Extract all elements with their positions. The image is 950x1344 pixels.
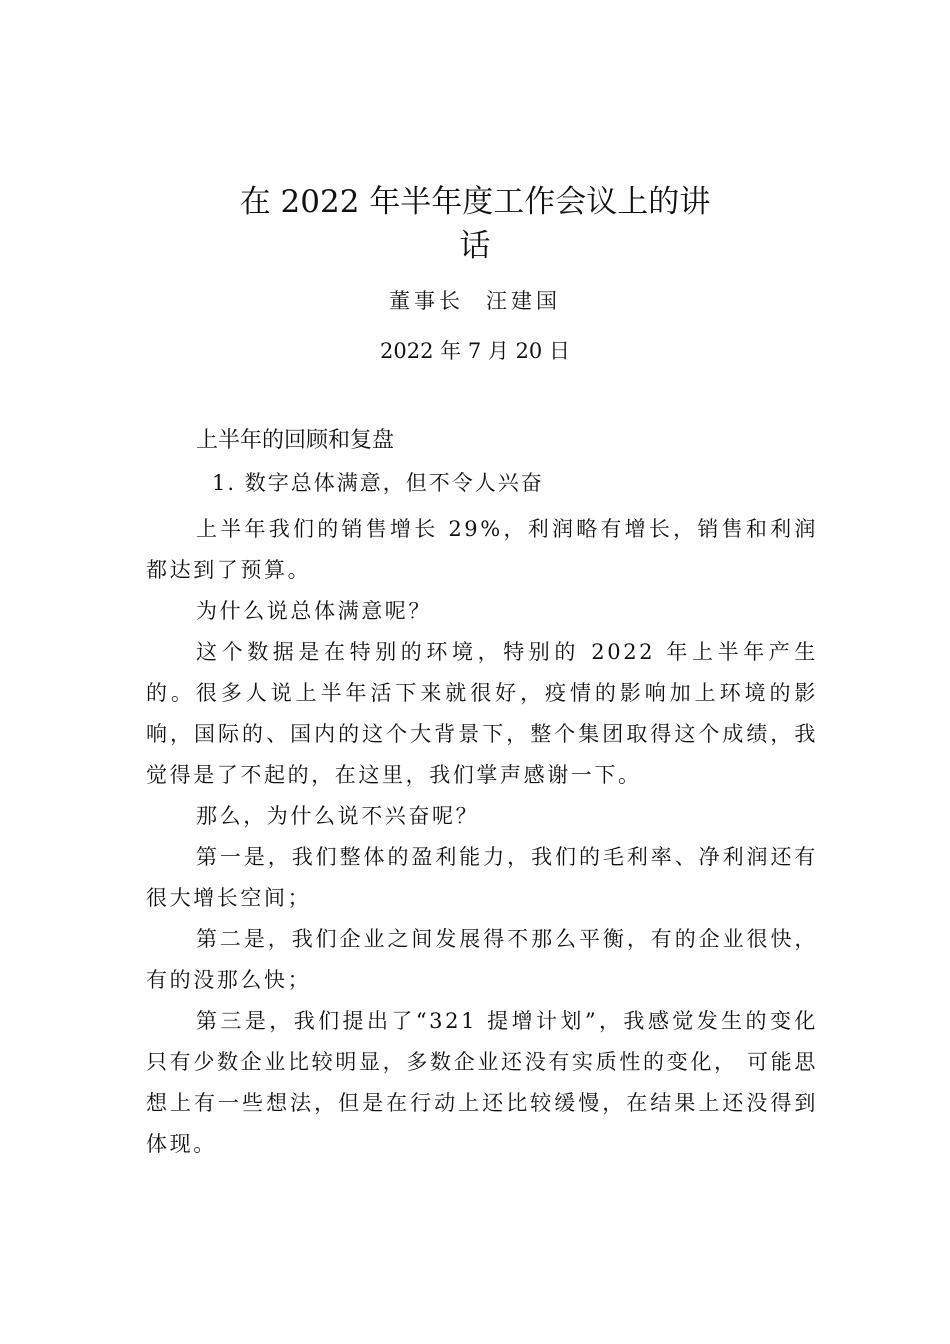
author-line [0, 286, 950, 316]
subheading: 1. 数字总体满意，但不令人兴奋 [212, 471, 544, 495]
paragraph: 那么，为什么说不兴奋呢？ [196, 804, 480, 828]
section-heading: 上半年的回顾和复盘 [196, 428, 395, 453]
author-name: 汪建国 [486, 289, 561, 313]
document-title-line-1: 在 2022 年半年度工作会议上的讲 [239, 184, 711, 220]
paragraph: 第二是，我们企业之间发展得不那么平衡，有的企业很快，有的没那么快； [146, 927, 818, 992]
document-title-line-2: 话 [459, 228, 491, 264]
speech-date: 2022 年 7 月 20 日 [380, 339, 570, 363]
body-text [146, 509, 818, 1165]
paragraph: 上半年我们的销售增长 29%，利润略有增长，销售和利润都达到了预算。 [146, 517, 818, 582]
paragraph: 第一是，我们整体的盈利能力，我们的毛利率、净利润还有很大增长空间； [146, 845, 818, 910]
paragraph: 为什么说总体满意呢？ [196, 599, 432, 623]
paragraph: 第三是，我们提出了“321 提增计划”，我感觉发生的变化只有少数企业比较明显，多数企业还没有实质性的变化， 可能思想上有一些想法，但是在行动上还比较缓慢，在结果上还没得到体现。 [146, 1009, 818, 1156]
author-role: 董事长 [389, 289, 464, 313]
paragraph: 这个数据是在特别的环境，特别的 2022 年上半年产生的。很多人说上半年活下来就很好，疫情的影响加上环境的影响，国际的、国内的这个大背景下，整个集团取得这个成绩，我觉得是了不起的，在这里，我们掌声感谢一下。 [146, 640, 818, 787]
